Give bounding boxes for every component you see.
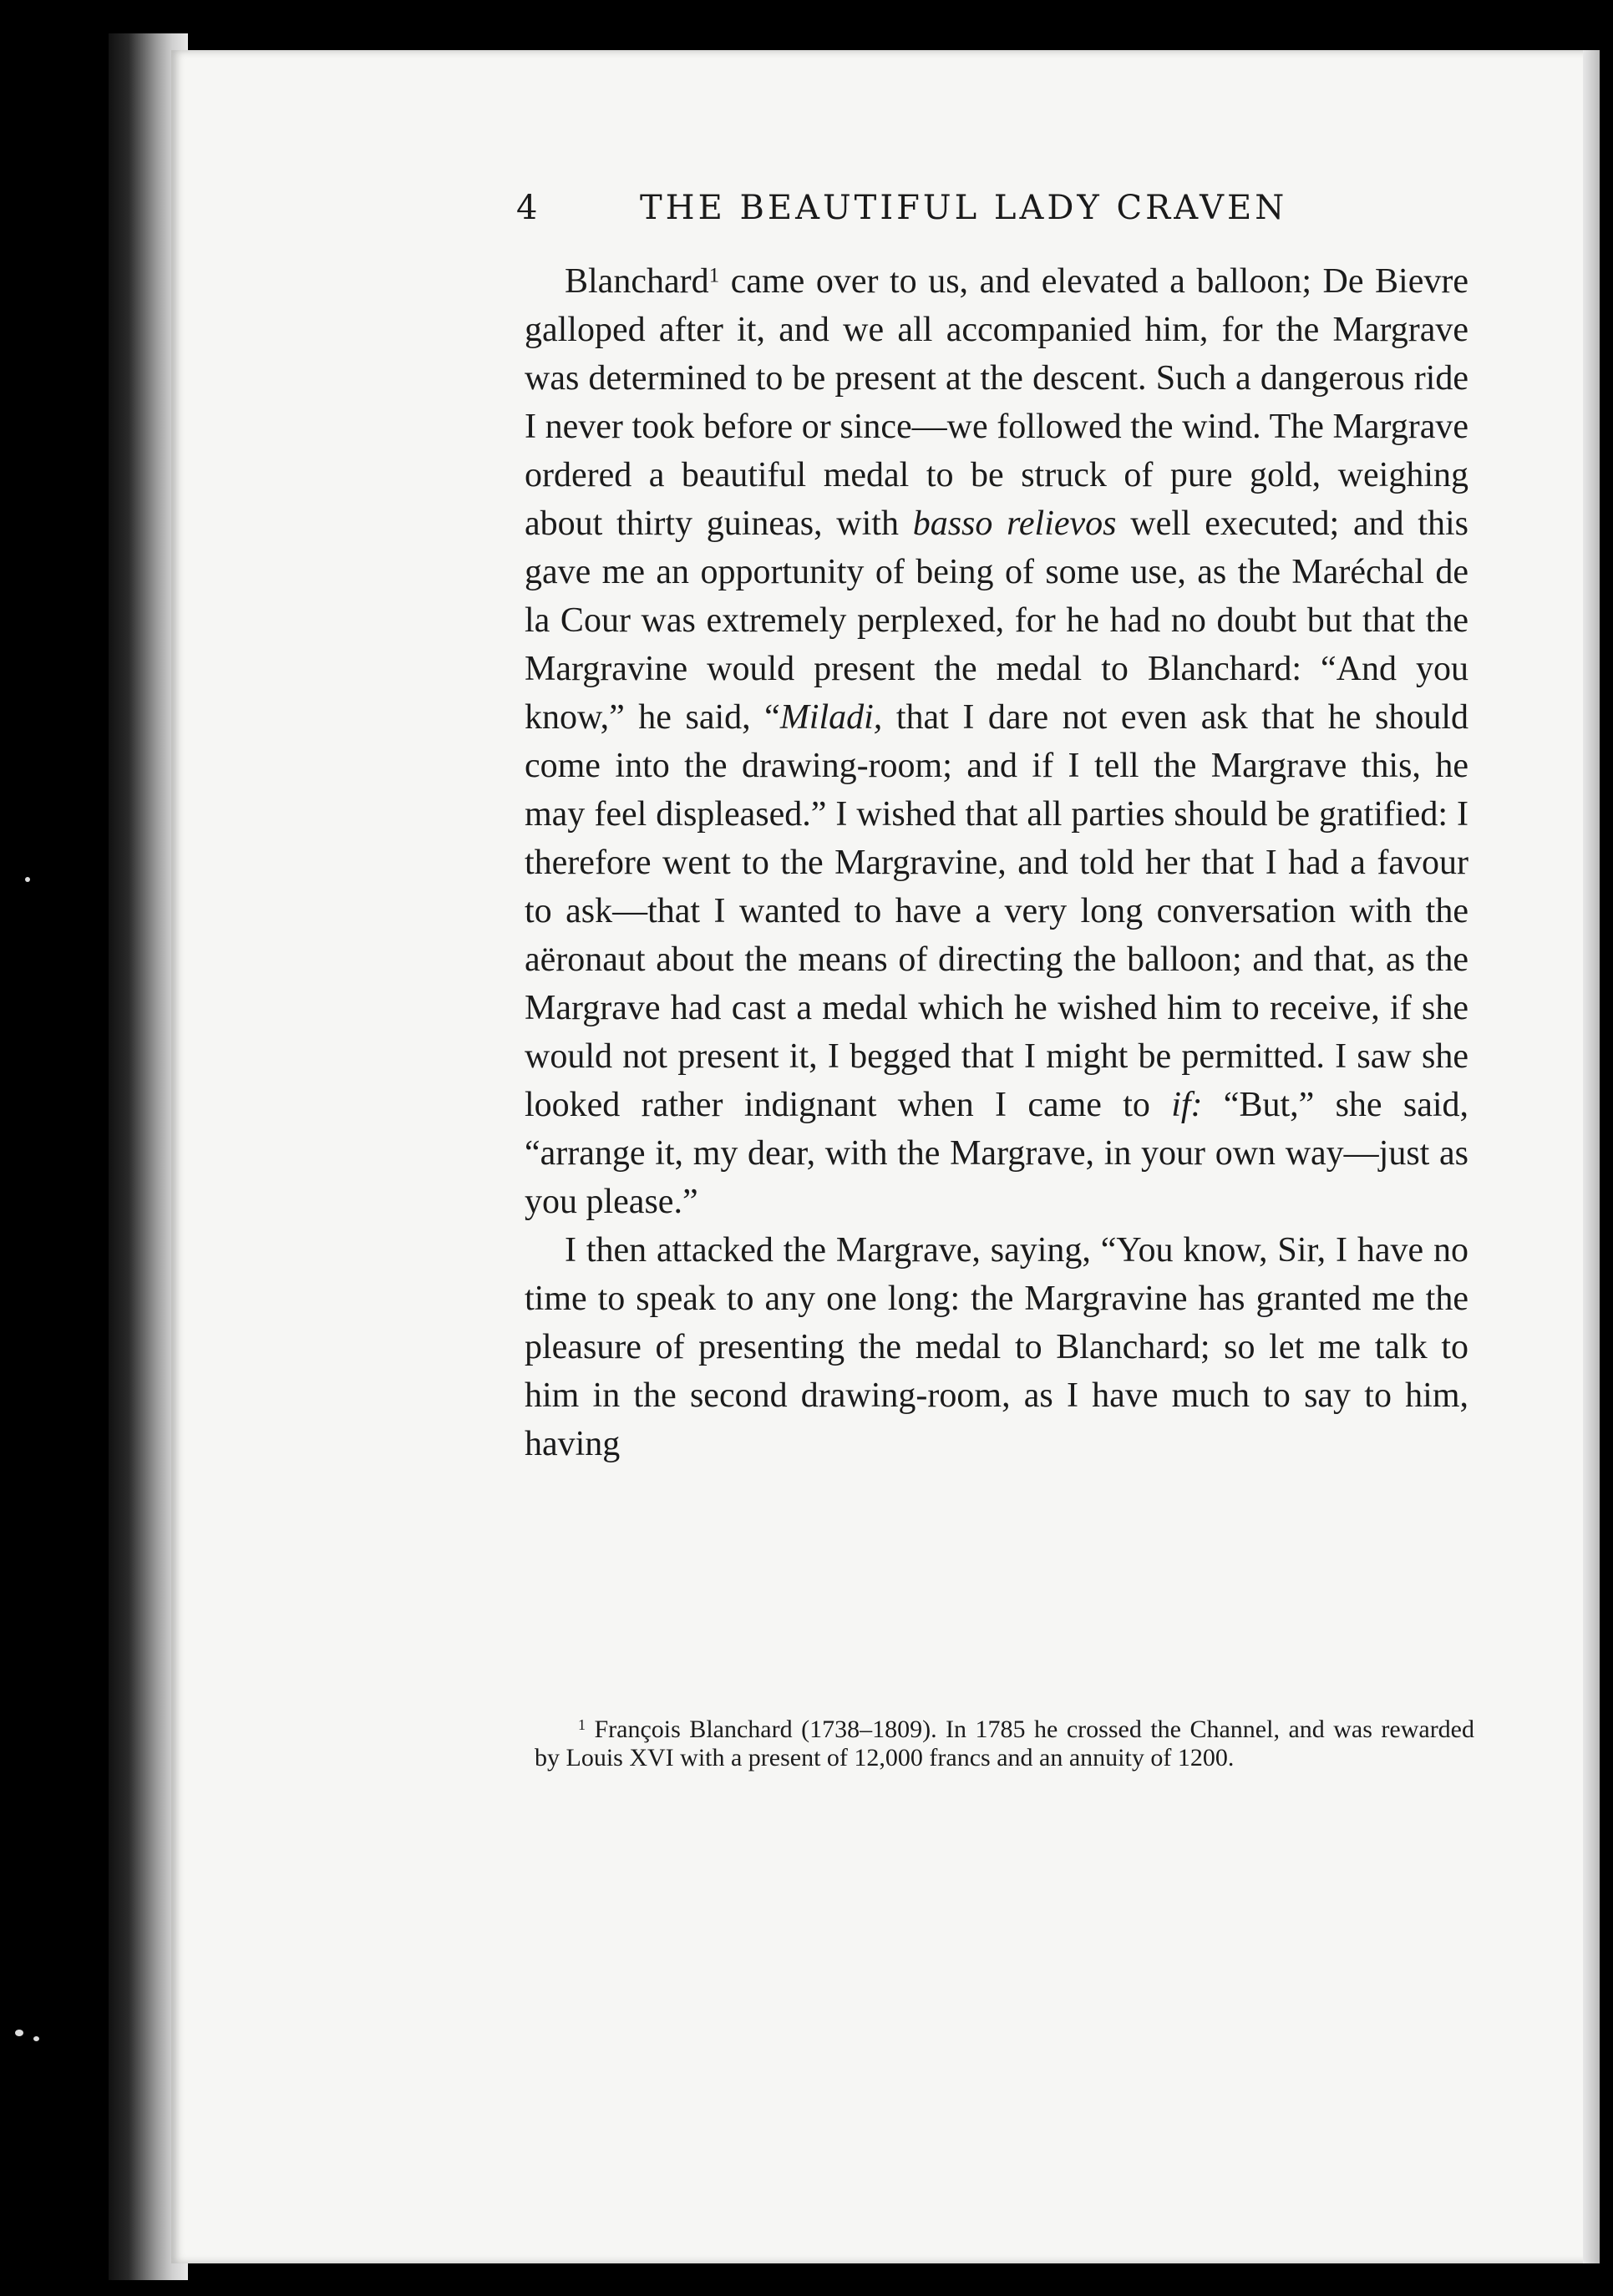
text-run: came over to us, and elevated a balloon; De Bievre galloped after it, and we all accompanied him, for the Margrave was determined to be present at the descent. Such a dangerous ride I never took before or since—we followed the wind. The Margrave ordered a beautiful medal to be struck of pure gold, weighing about thirty guineas, with — [525, 262, 1468, 543]
footnote-text — [535, 1716, 1474, 1772]
running-title: THE BEAUTIFUL LADY CRAVEN — [640, 189, 1288, 227]
italic-phrase: basso relievos — [912, 504, 1117, 543]
text-run: that I dare not even ask that he should come into the drawing-room; and if I tell the Margrave this, he may feel displeased.” I wished that all parties should be gratified: I therefore went to the Margravine, and told her that I had a favour to ask—that I wanted to have a very long conversation with the aëronaut about the means of directing the balloon; and that, as the Margrave had cast a medal which he wished him to receive, if she would not present it, I begged that I might be permitted. I saw she looked rather indignant when I came to — [525, 698, 1468, 1124]
italic-phrase: Miladi, — [779, 698, 883, 737]
footnote — [535, 1716, 1474, 1772]
running-head — [516, 189, 1393, 227]
text-run: well executed; and this gave me an opportunity of being of some use, as the Maréchal de la Cour was extremely perplexed, for he had no doubt but that the Margravine would present the medal to Blanchard: “And you know,” he said, “ — [525, 504, 1468, 737]
footnote-reference: 1 — [708, 264, 720, 287]
scan-speck — [33, 2036, 39, 2041]
italic-phrase: if: — [1171, 1086, 1203, 1124]
footnote-mark: 1 — [578, 1716, 586, 1733]
paragraph-1 — [525, 257, 1468, 1226]
body-text — [525, 257, 1468, 1468]
scan-speck — [15, 2030, 23, 2036]
page-number: 4 — [516, 189, 541, 227]
text-run: Blanchard — [565, 262, 709, 301]
paragraph-2: I then attacked the Margrave, saying, “You know, Sir, I have no time to speak to any one long: the Margravine has granted me the pleasure of presenting the medal to Blanchard; so let me talk to him in the second drawing-room, as I have much to say to him, having — [525, 1231, 1468, 1463]
text-run: “But,” she said, “arrange it, my dear, with the Margrave, in your own way—just as you please.” — [525, 1086, 1469, 1221]
footnote-body: François Blanchard (1738–1809). In 1785 he crossed the Channel, and was rewarded by Louis XVI with a present of 12,000 francs and an annuity of 1200. — [535, 1716, 1474, 1771]
page-right-edge — [1583, 50, 1600, 2263]
scan-speck — [25, 877, 30, 882]
